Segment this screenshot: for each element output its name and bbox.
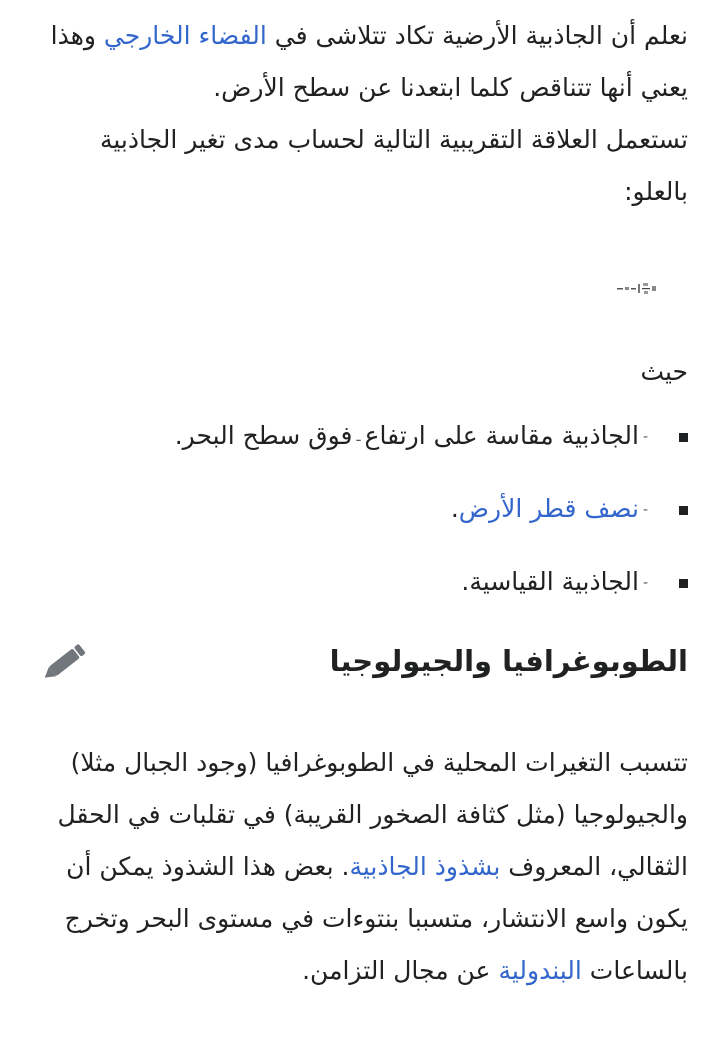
definitions-list: [34, 418, 688, 601]
intro-text-1: نعلم أن الجاذبية الأرضية تكاد تتلاشى في: [266, 21, 688, 50]
link-outer-space[interactable]: الفضاء الخارجي: [103, 21, 267, 50]
link-pendulum[interactable]: البندولية: [498, 956, 582, 985]
definition-item: [34, 418, 688, 455]
math-placeholder: -: [642, 429, 648, 445]
definition-text-a: الجاذبية مقاسة على ارتفاع: [364, 421, 639, 450]
pencil-icon[interactable]: [42, 637, 90, 685]
section-title: الطوبوغرافيا والجيولوجيا: [329, 644, 688, 678]
bullet-icon: [679, 579, 688, 588]
bullet-icon: [679, 433, 688, 442]
definition-text-a: الجاذبية القياسية.: [461, 567, 639, 596]
link-earth-radius[interactable]: نصف قطر الأرض: [458, 494, 639, 523]
definition-text-b: .: [450, 494, 459, 523]
geology-text-2: . بعض هذا الشذوذ يمكن أن يكون واسع الانتشار، متسببا بنتوءات في مستوى البحر وتخرج بالساعات: [64, 852, 688, 985]
math-placeholder: -: [642, 502, 648, 518]
formula-image: [616, 280, 658, 296]
definition-text-b: فوق سطح البحر.: [174, 421, 353, 450]
where-label: حيث: [640, 357, 688, 386]
bullet-icon: [679, 506, 688, 515]
definition-item: [34, 491, 688, 528]
intro-paragraph: [34, 10, 688, 218]
link-gravity-anomaly[interactable]: بشذوذ الجاذبية: [349, 852, 501, 881]
pencil-icon-svg: [43, 640, 89, 682]
geology-text-1: تتسبب التغيرات المحلية في الطوبوغرافيا (وجود الجبال مثلا) والجيولوجيا (مثل كثافة الصخور القريبة) في تقلبات في الحقل الثقالي، المعروف: [57, 748, 688, 881]
intro-text-2: وهذا يعني أنها تتناقص كلما ابتعدنا عن سطح الأرض.: [50, 21, 688, 102]
formula-block: [34, 218, 688, 338]
intro-text-3: تستعمل العلاقة التقريبية التالية لحساب مدى تغير الجاذبية بالعلو:: [99, 125, 688, 206]
definition-item: [34, 564, 688, 601]
section-header: [34, 629, 688, 693]
math-placeholder: ـ: [356, 429, 361, 445]
geology-text-3: عن مجال التزامن.: [302, 956, 499, 985]
math-placeholder: -: [642, 575, 648, 591]
geology-paragraph: [34, 737, 688, 997]
